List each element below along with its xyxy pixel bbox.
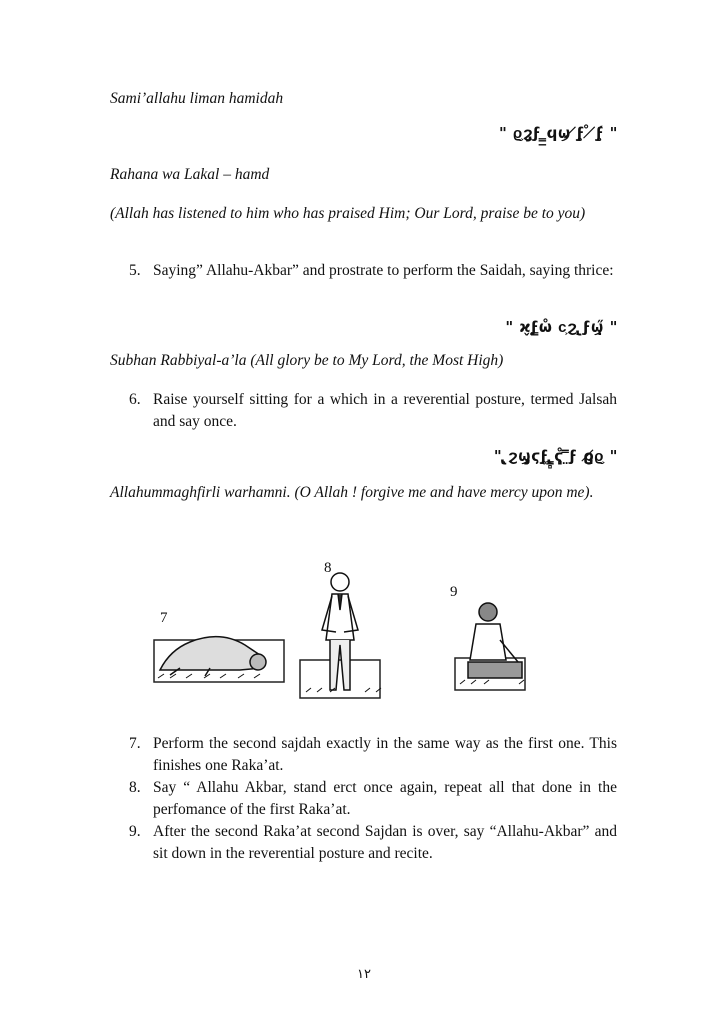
list-item: [110, 733, 617, 777]
figure-label-8: 8: [324, 560, 332, 576]
translation-paragraph-1: (Allah has listened to him who has praised Him; Our Lord, praise be to you): [110, 205, 586, 222]
page-number: ١٢: [357, 967, 371, 982]
list-item-text: Perform the second sajdah exactly in the same way as the first one. This finishes one Raka’at.: [153, 735, 617, 774]
figure-label-9: 9: [450, 584, 458, 600]
transliteration-allahumma: Allahummaghfirli warhamni. (O Allah ! forgive me and have mercy upon me).: [110, 484, 594, 501]
list-item-text: Raise yourself sitting for a which in a reverential posture, termed Jalsah and say once.: [153, 391, 617, 430]
step-list-5: [110, 260, 617, 282]
arabic-text-1: " ϱ͕ϩ̡ϝ ̳̲ϥϣ ̸ϝ̧ ̊ ̸ϝ̧́ ": [499, 124, 618, 142]
figure-label-7: 7: [160, 610, 168, 626]
transliteration-subhan: Subhan Rabbiyal-a’la (All glory be to My Lord, the Most High): [110, 352, 504, 369]
sitting-figure: [455, 603, 525, 690]
list-item-number: 5.: [129, 262, 141, 279]
prostration-figure: [154, 637, 284, 682]
list-item: [110, 821, 617, 865]
standing-figure: [300, 573, 381, 698]
step-list-6: [110, 389, 617, 433]
prayer-illustrations: [150, 550, 580, 710]
list-item-number: 7.: [129, 735, 141, 752]
step-list-7-9: [110, 733, 617, 865]
list-item: [110, 260, 617, 282]
list-item-number: 8.: [129, 779, 141, 796]
arabic-text-2: " ϰ̬ϝ̳ω̊ ϲ͕ϩ ̢̱ϝϣ̣̋ ": [505, 318, 618, 336]
arabic-text-3: " ̢̧ϩϣ̡̡ϛϝ̥ ̢̳̻ϛ̻̊ ̤̿ϝ ϱ̸̡ϱ͕ ": [493, 447, 618, 465]
prayer-illustrations-svg: [150, 550, 580, 710]
list-item-text: After the second Raka’at second Sajdan is over, say “Allahu-Akbar” and sit down in the reverential posture and recite.: [153, 823, 617, 862]
list-item-text: Saying” Allahu-Akbar” and prostrate to perform the Saidah, saying thrice:: [153, 262, 614, 279]
list-item-text: Say “ Allahu Akbar, stand erct once again, repeat all that done in the perfomance of the first Raka’at.: [153, 779, 617, 818]
list-item-number: 9.: [129, 823, 141, 840]
list-item-number: 6.: [129, 391, 141, 408]
transliteration-rabbana: Rahana wa Lakal – hamd: [110, 166, 270, 183]
transliteration-sami-allahu: Sami’allahu liman hamidah: [110, 90, 284, 107]
list-item: [110, 389, 617, 433]
list-item: [110, 777, 617, 821]
